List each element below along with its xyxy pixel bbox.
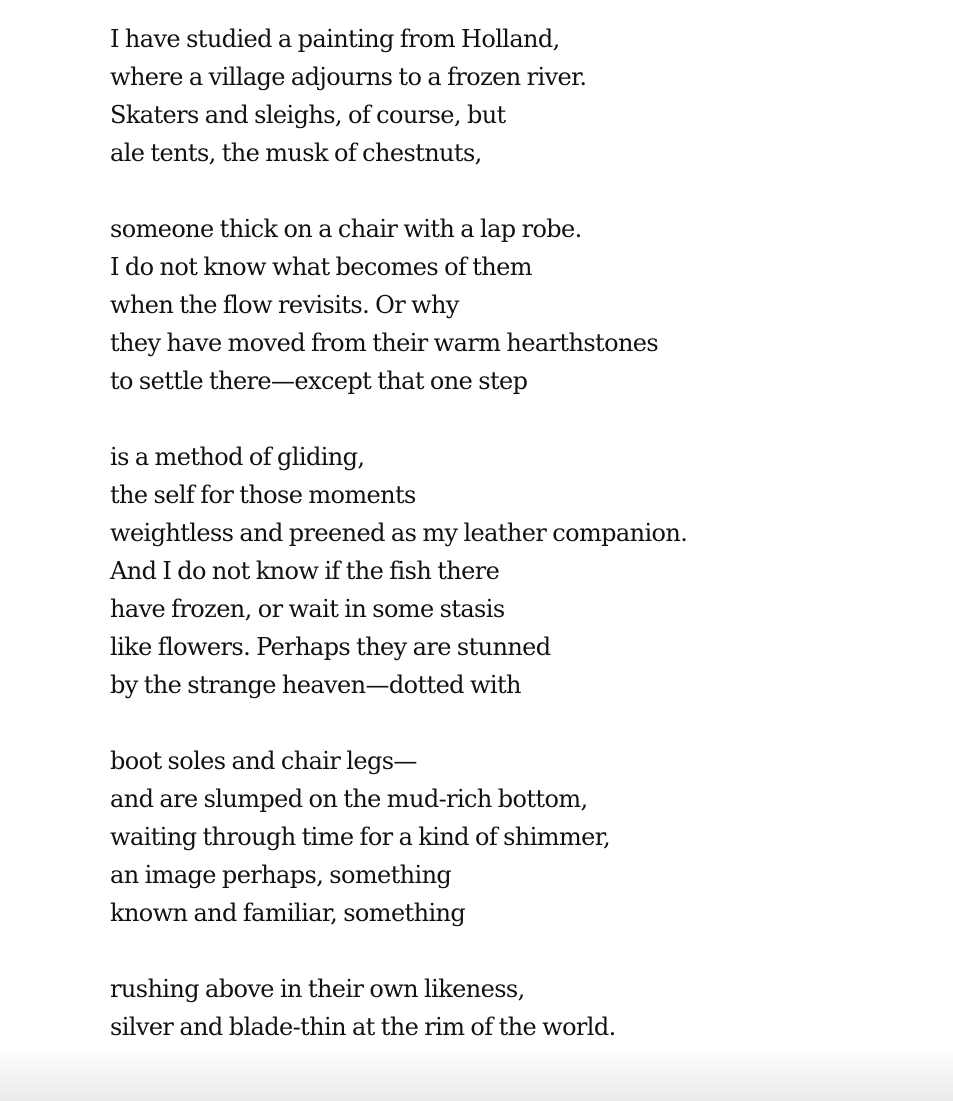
poem-line: And I do not know if the fish there xyxy=(110,557,500,585)
poem-line: weightless and preened as my leather companion. xyxy=(110,519,688,547)
poem-line: Skaters and sleighs, of course, but xyxy=(110,101,506,129)
poem-line: the self for those moments xyxy=(110,481,416,509)
poem-line: like flowers. Perhaps they are stunned xyxy=(110,633,551,661)
poem-line: to settle there—except that one step xyxy=(110,367,528,395)
stanza-4 xyxy=(110,742,930,932)
stanza-5 xyxy=(110,970,930,1046)
bottom-shadow xyxy=(0,1046,953,1101)
poem-line: where a village adjourns to a frozen river. xyxy=(110,63,587,91)
poem-line: boot soles and chair legs— xyxy=(110,747,417,775)
stanza-3 xyxy=(110,438,930,704)
poem-line: an image perhaps, something xyxy=(110,861,452,889)
poem-line: I have studied a painting from Holland, xyxy=(110,25,560,53)
poem-line: and are slumped on the mud-rich bottom, xyxy=(110,785,588,813)
poem-line: I do not know what becomes of them xyxy=(110,253,532,281)
poem-line: someone thick on a chair with a lap robe. xyxy=(110,215,582,243)
stanza-1 xyxy=(110,20,930,172)
poem-line: ale tents, the musk of chestnuts, xyxy=(110,139,482,167)
poem-line: have frozen, or wait in some stasis xyxy=(110,595,505,623)
poem-text xyxy=(110,20,930,1084)
poem-line: is a method of gliding, xyxy=(110,443,365,471)
poem-line: waiting through time for a kind of shimmer, xyxy=(110,823,610,851)
stanza-2 xyxy=(110,210,930,400)
poem-line: they have moved from their warm hearthstones xyxy=(110,329,659,357)
poem-line: known and familiar, something xyxy=(110,899,466,927)
poem-line: when the flow revisits. Or why xyxy=(110,291,459,319)
poem-line: silver and blade-thin at the rim of the world. xyxy=(110,1013,616,1041)
poem-line: rushing above in their own likeness, xyxy=(110,975,525,1003)
poem-line: by the strange heaven—dotted with xyxy=(110,671,521,699)
